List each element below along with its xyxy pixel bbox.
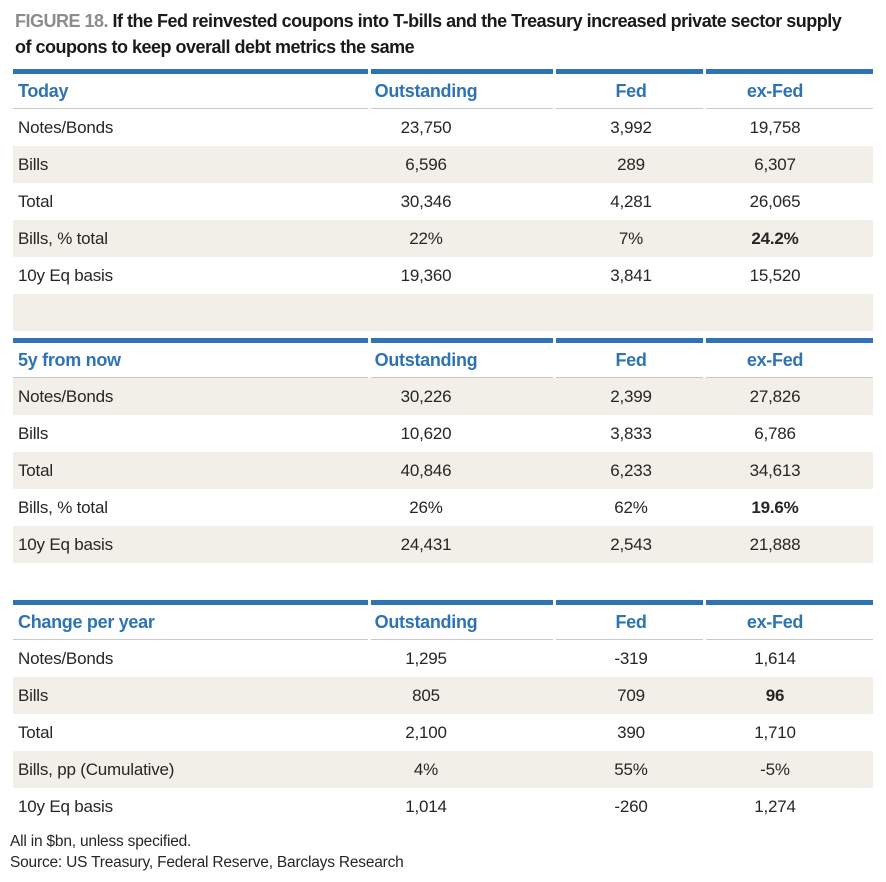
row-label: Notes/Bonds bbox=[18, 386, 114, 406]
table-top-rule-segment bbox=[371, 600, 553, 605]
row-label: 10y Eq basis bbox=[18, 534, 113, 554]
cell-value: 6,233 bbox=[610, 460, 652, 480]
cell-value: 6,596 bbox=[405, 154, 447, 174]
cell-value: 289 bbox=[617, 154, 645, 174]
table-header-row bbox=[13, 605, 873, 639]
table-2 bbox=[13, 338, 873, 563]
cell-value: 23,750 bbox=[400, 117, 452, 137]
cell-value: 6,307 bbox=[754, 154, 796, 174]
cell-value: 96 bbox=[765, 685, 785, 705]
header-separator-rule-segment bbox=[13, 377, 368, 378]
header-separator-rule-segment bbox=[371, 108, 553, 109]
table-row bbox=[13, 640, 873, 677]
column-header-outstanding: Outstanding bbox=[374, 611, 478, 632]
cell-value: 6,786 bbox=[754, 423, 796, 443]
header-separator-rule-segment bbox=[556, 108, 703, 109]
cell-value: 30,346 bbox=[400, 191, 452, 211]
row-label: Bills bbox=[18, 154, 49, 174]
header-separator-rule-segment bbox=[13, 639, 368, 640]
figure-title bbox=[15, 8, 878, 60]
table-top-rule-segment bbox=[13, 600, 368, 605]
row-label: Bills bbox=[18, 423, 49, 443]
header-separator-rule bbox=[13, 639, 873, 640]
table-row bbox=[13, 378, 873, 415]
header-separator-rule-segment bbox=[706, 108, 873, 109]
cell-value: -5% bbox=[760, 759, 790, 779]
cell-value: 30,226 bbox=[400, 386, 452, 406]
cell-value: 390 bbox=[617, 722, 645, 742]
table-row bbox=[13, 220, 873, 257]
table-row bbox=[13, 257, 873, 294]
row-label: Total bbox=[18, 722, 53, 742]
header-separator-rule-segment bbox=[371, 377, 553, 378]
column-header-ex-fed: ex-Fed bbox=[746, 611, 804, 632]
cell-value: 26,065 bbox=[749, 191, 801, 211]
table-top-rule-segment bbox=[13, 69, 368, 74]
table-title: Change per year bbox=[18, 611, 155, 632]
cell-value: 24.2% bbox=[751, 228, 799, 248]
cell-value: 15,520 bbox=[749, 265, 801, 285]
cell-value: 2,399 bbox=[610, 386, 652, 406]
column-header-ex-fed: ex-Fed bbox=[746, 349, 804, 370]
cell-value: 2,543 bbox=[610, 534, 652, 554]
table-top-rule-segment bbox=[556, 600, 703, 605]
header-separator-rule-segment bbox=[556, 377, 703, 378]
row-label: Bills, % total bbox=[18, 497, 108, 517]
footnote-source: Source: US Treasury, Federal Reserve, Barclays Research bbox=[10, 854, 404, 871]
cell-value: 40,846 bbox=[400, 460, 452, 480]
column-header-ex-fed: ex-Fed bbox=[746, 80, 804, 101]
cell-value: 19,360 bbox=[400, 265, 452, 285]
table-top-rule bbox=[13, 338, 873, 343]
row-label: Total bbox=[18, 460, 53, 480]
table-row bbox=[13, 452, 873, 489]
cell-value: 3,841 bbox=[610, 265, 652, 285]
column-header-outstanding: Outstanding bbox=[374, 349, 478, 370]
row-label: Notes/Bonds bbox=[18, 648, 114, 668]
cell-value: 1,014 bbox=[405, 796, 447, 816]
table-row bbox=[13, 751, 873, 788]
header-separator-rule-segment bbox=[706, 377, 873, 378]
header-separator-rule-segment bbox=[371, 639, 553, 640]
table-top-rule-segment bbox=[706, 69, 873, 74]
column-header-outstanding: Outstanding bbox=[374, 80, 478, 101]
table-row bbox=[13, 788, 873, 825]
cell-value: 62% bbox=[614, 497, 648, 517]
cell-value: 709 bbox=[617, 685, 645, 705]
table-row bbox=[13, 415, 873, 452]
cell-value: 21,888 bbox=[749, 534, 801, 554]
figure-number-label: FIGURE 18. bbox=[15, 11, 109, 31]
cell-value: 3,833 bbox=[610, 423, 652, 443]
table-top-rule-segment bbox=[706, 600, 873, 605]
cell-value: 3,992 bbox=[610, 117, 652, 137]
column-header-fed: Fed bbox=[615, 80, 647, 101]
row-label: Bills, pp (Cumulative) bbox=[18, 759, 175, 779]
row-label: Total bbox=[18, 191, 53, 211]
table-top-rule-segment bbox=[13, 338, 368, 343]
table-top-rule-segment bbox=[371, 338, 553, 343]
cell-value: 4,281 bbox=[610, 191, 652, 211]
table-title: Today bbox=[18, 80, 69, 101]
cell-value: -319 bbox=[614, 648, 648, 668]
table-top-rule-segment bbox=[706, 338, 873, 343]
empty-shaded-row bbox=[13, 294, 873, 331]
header-separator-rule-segment bbox=[13, 108, 368, 109]
cell-value: 1,274 bbox=[754, 796, 796, 816]
cell-value: 27,826 bbox=[749, 386, 801, 406]
table-title: 5y from now bbox=[18, 349, 121, 370]
cell-value: 19,758 bbox=[749, 117, 801, 137]
row-label: Bills bbox=[18, 685, 49, 705]
cell-value: -260 bbox=[614, 796, 648, 816]
header-separator-rule-segment bbox=[706, 639, 873, 640]
footnote-units: All in $bn, unless specified. bbox=[10, 833, 192, 850]
header-separator-rule bbox=[13, 377, 873, 378]
cell-value: 805 bbox=[412, 685, 440, 705]
table-top-rule bbox=[13, 600, 873, 605]
cell-value: 2,100 bbox=[405, 722, 447, 742]
cell-value: 1,710 bbox=[754, 722, 796, 742]
table-row bbox=[13, 714, 873, 751]
cell-value: 1,295 bbox=[405, 648, 447, 668]
figure-title-line2: of coupons to keep overall debt metrics the same bbox=[15, 37, 415, 57]
row-label: Notes/Bonds bbox=[18, 117, 114, 137]
table-1 bbox=[13, 69, 873, 331]
table-header-row bbox=[13, 74, 873, 108]
footnotes bbox=[10, 831, 886, 873]
header-separator-rule bbox=[13, 108, 873, 109]
table-3 bbox=[13, 600, 873, 825]
cell-value: 10,620 bbox=[400, 423, 452, 443]
cell-value: 22% bbox=[409, 228, 443, 248]
table-row bbox=[13, 109, 873, 146]
cell-value: 4% bbox=[413, 759, 439, 779]
table-top-rule-segment bbox=[371, 69, 553, 74]
table-top-rule-segment bbox=[556, 338, 703, 343]
column-header-fed: Fed bbox=[615, 611, 647, 632]
table-row bbox=[13, 146, 873, 183]
cell-value: 1,614 bbox=[754, 648, 796, 668]
row-label: Bills, % total bbox=[18, 228, 108, 248]
figure-title-line1: If the Fed reinvested coupons into T-bills and the Treasury increased private sector supply bbox=[112, 11, 842, 31]
cell-value: 7% bbox=[618, 228, 644, 248]
table-row bbox=[13, 677, 873, 714]
row-label: 10y Eq basis bbox=[18, 265, 113, 285]
table-row bbox=[13, 489, 873, 526]
table-top-rule bbox=[13, 69, 873, 74]
cell-value: 26% bbox=[409, 497, 443, 517]
tables-container bbox=[13, 69, 873, 825]
column-header-fed: Fed bbox=[615, 349, 647, 370]
cell-value: 55% bbox=[614, 759, 648, 779]
cell-value: 24,431 bbox=[400, 534, 452, 554]
table-top-rule-segment bbox=[556, 69, 703, 74]
cell-value: 19.6% bbox=[751, 497, 799, 517]
table-header-row bbox=[13, 343, 873, 377]
row-label: 10y Eq basis bbox=[18, 796, 113, 816]
table-row bbox=[13, 526, 873, 563]
table-row bbox=[13, 183, 873, 220]
header-separator-rule-segment bbox=[556, 639, 703, 640]
cell-value: 34,613 bbox=[749, 460, 801, 480]
